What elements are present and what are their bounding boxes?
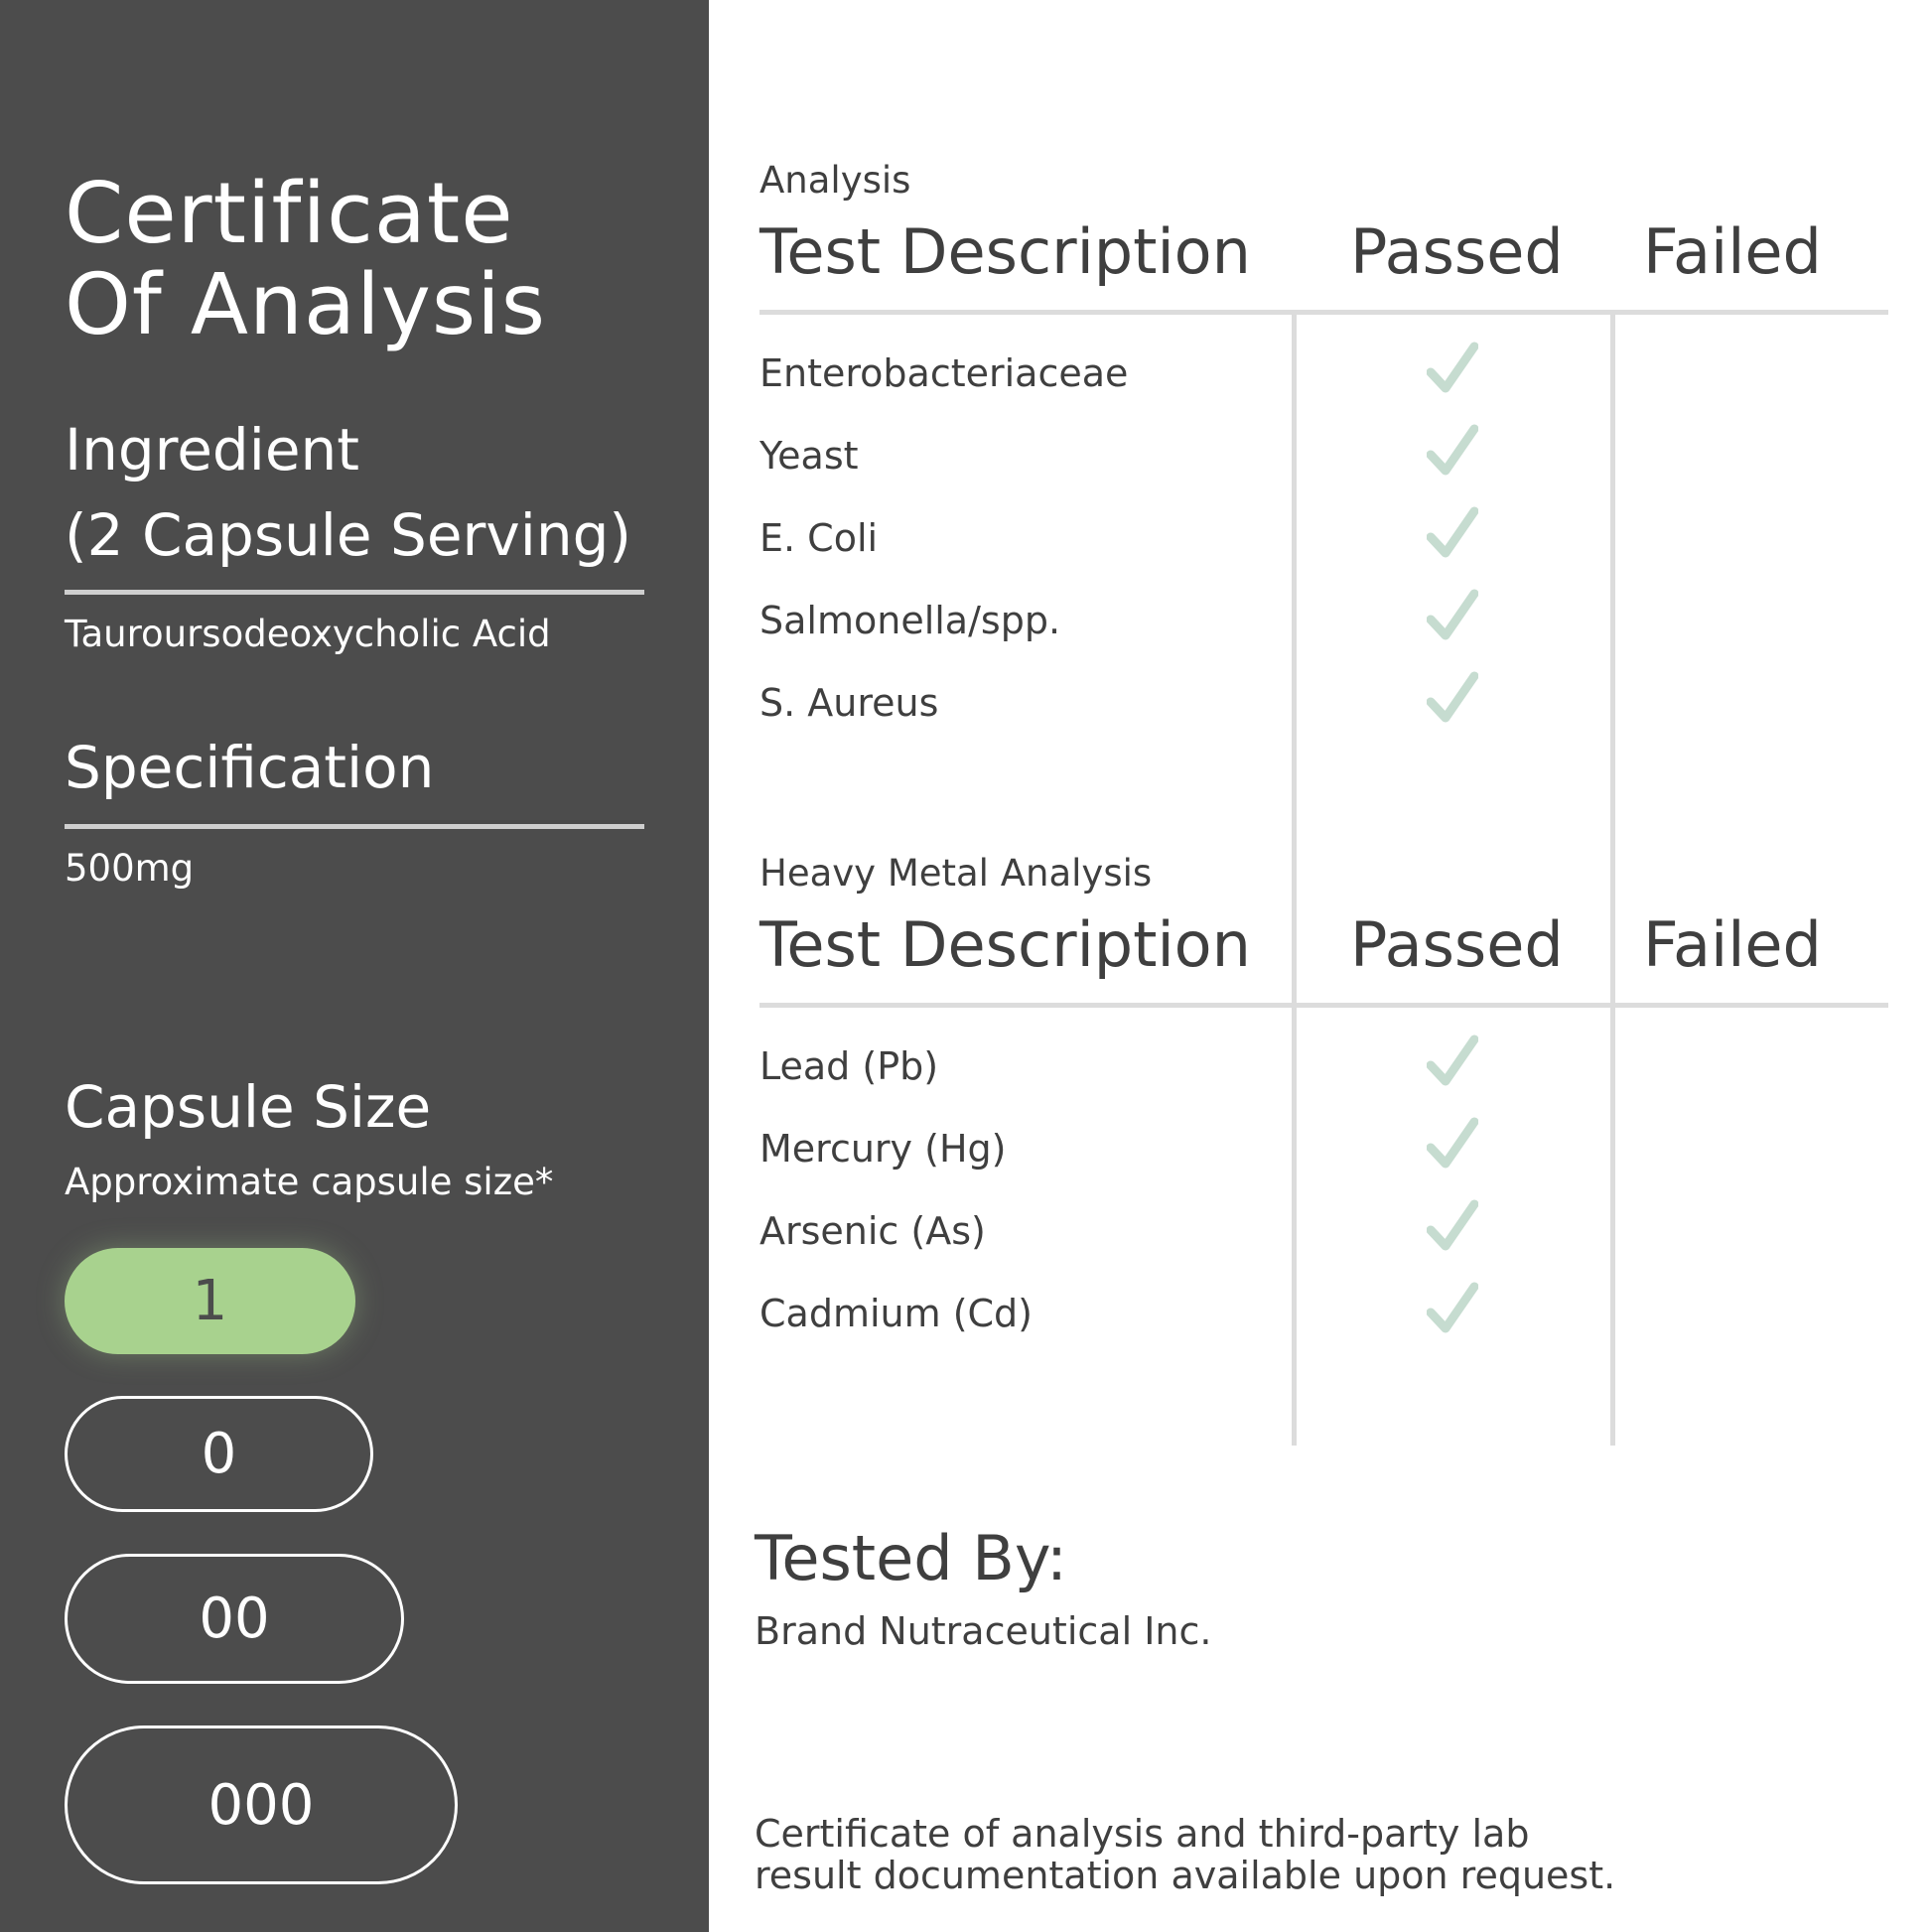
capsule-size-000: 000	[65, 1725, 458, 1884]
analysis-header-description: Test Description	[759, 215, 1251, 288]
test-name: Yeast	[759, 434, 859, 478]
test-name: Salmonella/spp.	[759, 599, 1061, 642]
footnote-line-2: result documentation available upon request.	[755, 1854, 1616, 1897]
analysis-header-failed: Failed	[1643, 215, 1822, 288]
table-row	[759, 341, 1888, 423]
capsule-size-heading: Capsule Size	[65, 1073, 432, 1141]
ingredient-divider	[65, 590, 644, 595]
certificate-title-line-1: Certificate	[65, 165, 514, 263]
check-icon	[1427, 1198, 1478, 1254]
table-row	[759, 1198, 1888, 1281]
specification-divider	[65, 824, 644, 829]
table-column-divider-failed	[1610, 314, 1615, 1446]
test-name: E. Coli	[759, 516, 879, 560]
analysis-header-divider	[759, 310, 1888, 315]
table-row	[759, 423, 1888, 505]
heavy-metal-header-divider	[759, 1003, 1888, 1008]
test-name: Cadmium (Cd)	[759, 1292, 1033, 1335]
check-icon	[1427, 1116, 1478, 1172]
check-icon	[1427, 670, 1478, 726]
check-icon	[1427, 505, 1478, 561]
certificate-title-line-2: Of Analysis	[65, 256, 547, 354]
tested-by-value: Brand Nutraceutical Inc.	[755, 1609, 1212, 1653]
analysis-header-passed: Passed	[1350, 215, 1564, 288]
tested-by-heading: Tested By:	[755, 1522, 1067, 1594]
heavy-metal-header-description: Test Description	[759, 908, 1251, 981]
specification-value: 500mg	[65, 847, 195, 890]
footnote-line-1: Certificate of analysis and third-party lab	[755, 1812, 1530, 1856]
specification-heading: Specification	[65, 734, 435, 801]
heavy-metal-test-list	[759, 1034, 1888, 1363]
check-icon	[1427, 588, 1478, 643]
table-row	[759, 505, 1888, 588]
analysis-section-label: Analysis	[759, 159, 911, 202]
capsule-size-subheading: Approximate capsule size*	[65, 1161, 554, 1203]
table-row	[759, 670, 1888, 753]
check-icon	[1427, 1281, 1478, 1336]
check-icon	[1427, 423, 1478, 479]
certificate-title	[65, 165, 680, 354]
capsule-size-1: 1	[65, 1248, 355, 1354]
test-name: S. Aureus	[759, 681, 939, 725]
capsule-size-00: 00	[65, 1554, 404, 1684]
heavy-metal-header-failed: Failed	[1643, 908, 1822, 981]
table-row	[759, 1281, 1888, 1363]
footnote	[755, 1813, 1896, 1896]
capsule-size-0: 0	[65, 1396, 373, 1512]
table-row	[759, 1116, 1888, 1198]
heavy-metal-header-passed: Passed	[1350, 908, 1564, 981]
check-icon	[1427, 1034, 1478, 1089]
left-panel	[0, 0, 709, 1932]
table-row	[759, 588, 1888, 670]
test-name: Mercury (Hg)	[759, 1127, 1007, 1171]
test-name: Arsenic (As)	[759, 1209, 986, 1253]
analysis-test-list	[759, 341, 1888, 753]
ingredient-heading-line-1: Ingredient	[65, 416, 360, 483]
test-name: Lead (Pb)	[759, 1044, 939, 1088]
test-name: Enterobacteriaceae	[759, 351, 1129, 395]
ingredient-heading-line-2: (2 Capsule Serving)	[65, 501, 632, 569]
ingredient-value: Tauroursodeoxycholic Acid	[65, 613, 551, 655]
heavy-metal-section-label: Heavy Metal Analysis	[759, 852, 1153, 895]
ingredient-heading	[65, 407, 680, 578]
table-row	[759, 1034, 1888, 1116]
check-icon	[1427, 341, 1478, 396]
table-column-divider-passed	[1292, 314, 1297, 1446]
